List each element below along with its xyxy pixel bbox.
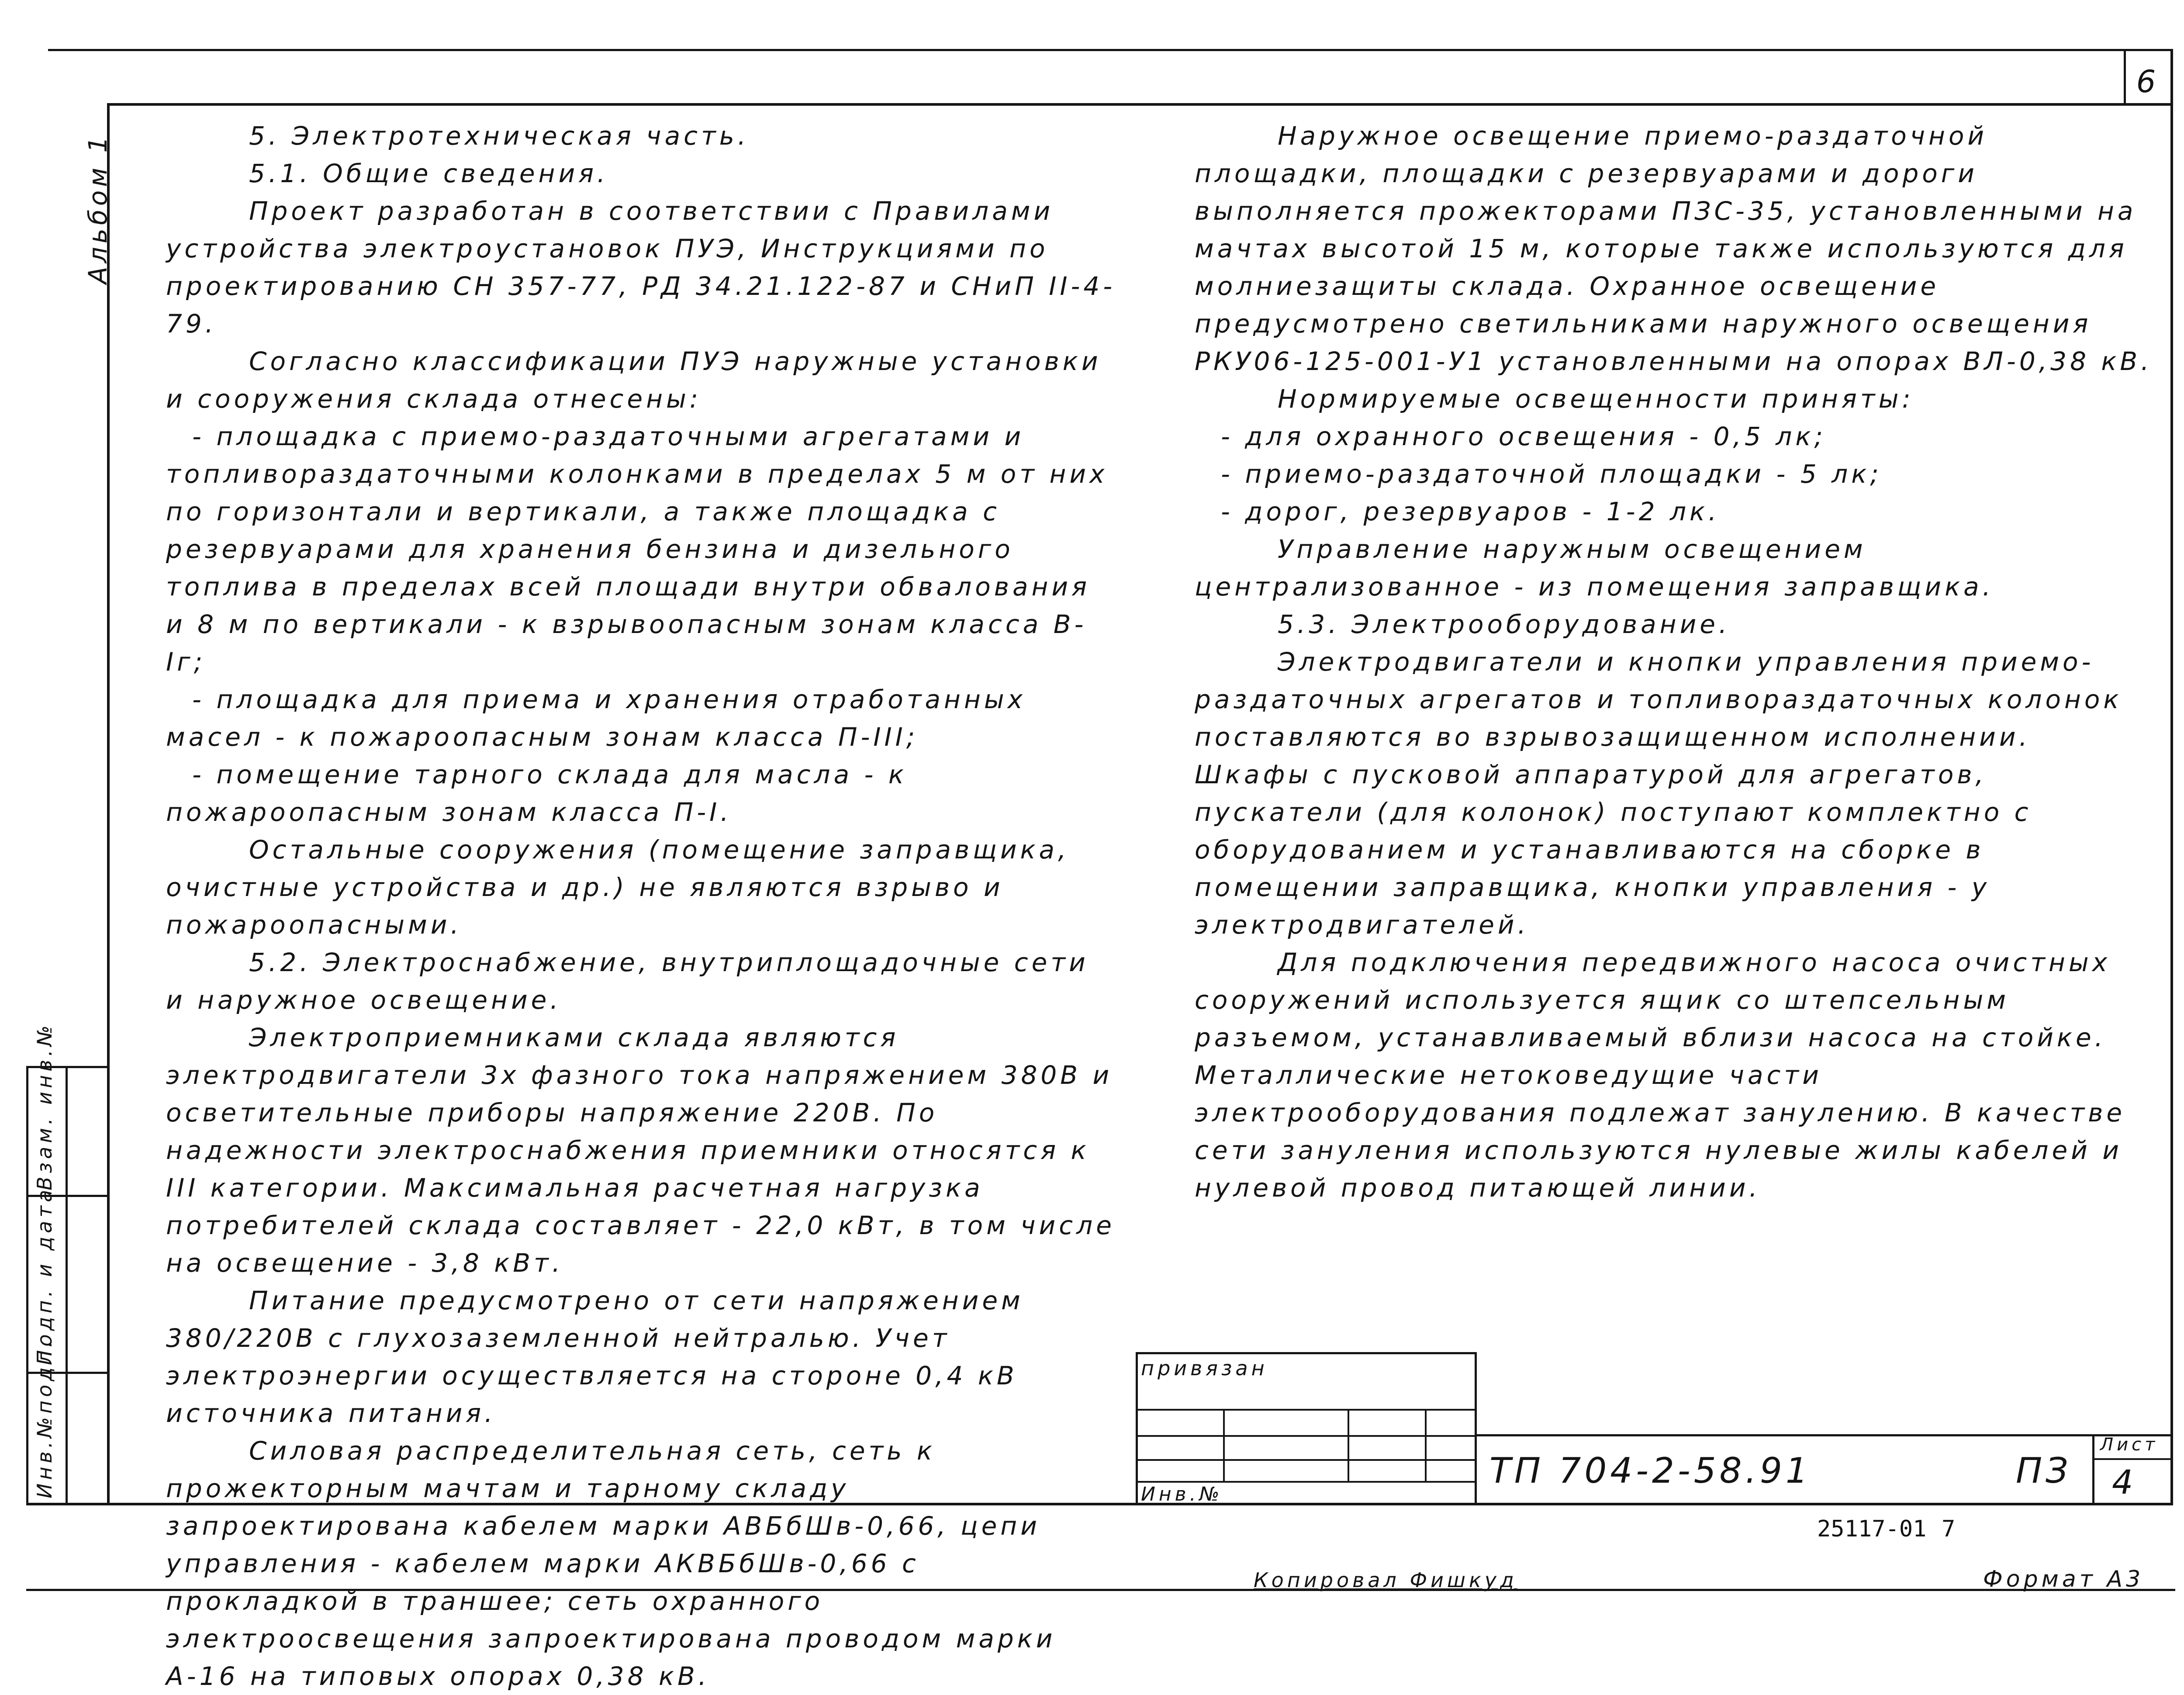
paper-format: Формат А3 — [1983, 1566, 2144, 1592]
list-item: - площадка с приемо-раздаточными агрегатами и топливораздаточными колонками в пределах 5 м от них по горизонтали и вертикали, а также площадка с резервуарами для хранения бензина и дизельного топлива в пределах всей площади внутри обвалования и 8 м по вертикали - к взрывоопасным зонам класса В-Iг; — [166, 422, 1108, 677]
list-item: - помещение тарного склада для масла - к пожароопасным зонам класса П-I. — [166, 760, 907, 827]
top-trim-line — [48, 49, 2171, 51]
frame-left — [107, 103, 110, 1505]
list-item: - площадка для приема и хранения отработанных масел - к пожароопасным зонам класса П-III; — [166, 685, 1026, 752]
paragraph: Электроприемниками склада являются электродвигатели 3х фазного тока напряжением 380В и осветительные приборы напряжение 220В. По надежности электроснабжения приемники относятся к III категории. Максимальная расчетная нагрузка потребителей склада составляет - 22,0 кВт, в том числе на освещение - 3,8 кВт. — [166, 1023, 1115, 1278]
paragraph: Питание предусмотрено от сети напряжением 380/220В с глухозаземленной нейтралью. Учет электроэнергии осуществляется на стороне 0,4 кВ источника питания. — [166, 1286, 1024, 1428]
privyazan-label: привязан — [1141, 1356, 1268, 1380]
list-item: - дорог, резервуаров - 1-2 лк. — [1221, 497, 1720, 526]
section-code: ПЗ — [2016, 1450, 2072, 1491]
inv-no-label: Инв.№ — [1141, 1483, 1223, 1505]
paragraph: Нормируемые освещенности приняты: — [1278, 384, 1914, 414]
tb-col-2 — [1348, 1409, 1349, 1482]
tb-col-1 — [1223, 1409, 1225, 1482]
section-heading-5-1: 5.1. Общие сведения. — [249, 159, 609, 188]
archive-number: 25117-01 — [1817, 1516, 1927, 1542]
list-item: - для охранного освещения - 0,5 лк; — [1221, 422, 1826, 451]
paragraph: Проект разработан в соответствии с Правилами устройства электроустановок ПУЭ, Инструкциями по проектированию СН 357-77, РД 34.21.122-87 и СНиП II-4-79. — [166, 196, 1116, 339]
frame-right — [2170, 49, 2173, 1505]
tb-sheet-mid — [2092, 1458, 2173, 1460]
archive-sheet: 7 — [1942, 1516, 1956, 1542]
text-column-left — [166, 117, 1118, 1695]
tb-top — [1136, 1352, 1476, 1354]
section-heading-5: 5. Электротехническая часть. — [249, 121, 750, 151]
paragraph: Согласно классификации ПУЭ наружные установки и сооружения склада отнесены: — [166, 346, 1102, 414]
tb-sheet-left — [2092, 1434, 2094, 1504]
tb-code-top — [1475, 1434, 2173, 1436]
tb-col-3 — [1425, 1409, 1427, 1482]
paragraph: Остальные сооружения (помещение заправщика, очистные устройства и др.) не являются взрыво и пожароопасными. — [166, 835, 1070, 940]
sheet-number: 4 — [2112, 1463, 2137, 1501]
sheet-label: Лист — [2100, 1435, 2159, 1455]
document-code: ТП 704-2-58.91 — [1489, 1450, 1811, 1491]
paragraph: Электродвигатели и кнопки управления приемо-раздаточных агрегатов и топливораздаточных колонок поставляются во взрывозащищенном исполнении. Шкафы с пусковой аппаратурой для агрегатов, пускатели (для колонок) поступают комплектно с оборудованием и устанавливаются на сборке в помещении заправщика, кнопки управления - у электродвигателей. — [1195, 647, 2122, 940]
stamp-label-inv-podl: Инв.№подл. — [33, 1337, 56, 1498]
paragraph: Наружное освещение приемо-раздаточной площадки, площадки с резервуарами и дороги выполняется прожекторами ПЗС-35, установленными на мачтах высотой 15 м, которые также используются для молниезащиты склада. Охранное освещение предусмотрено светильниками наружного освещения РКУ06-125-001-У1 установленными на опорах ВЛ-0,38 кВ. — [1195, 121, 2153, 376]
list-item: - приемо-раздаточной площадки - 5 лк; — [1221, 459, 1882, 489]
page-number: 6 — [2136, 64, 2160, 100]
text-column-right — [1195, 117, 2156, 1207]
copied-by: Копировал Фишкуд — [1254, 1568, 1517, 1592]
album-label: Альбом 1 — [83, 133, 113, 284]
frame-top — [107, 103, 2173, 106]
paragraph: Силовая распределительная сеть, сеть к прожекторным мачтам и тарному складу запроектирована кабелем марки АВБбШв-0,66, цепи управления - кабелем марки АКВБбШв-0,66 с прокладкой в траншее; сеть охранного электроосвещения запроектирована проводом марки А-16 на типовых опорах 0,38 кВ. — [166, 1436, 1056, 1691]
stamp-strip-inner — [66, 1066, 68, 1505]
stamp-label-vzam-inv: Взам. инв.№ — [33, 1022, 56, 1190]
paragraph: Для подключения передвижного насоса очистных сооружений используется ящик со штепсельным разъемом, устанавливаемый вблизи насоса на стойке. Металлические нетоковедущие части электрооборудования подлежат занулению. В качестве сети зануления используются нулевые жилы кабелей и нулевой провод питающей линии. — [1195, 948, 2126, 1203]
section-heading-5-2: 5.2. Электроснабжение, внутриплощадочные сети и наружное освещение. — [166, 948, 1089, 1015]
stamp-strip-outer — [26, 1066, 28, 1505]
section-heading-5-3: 5.3. Электрооборудование. — [1278, 609, 1731, 639]
stamp-label-podp-data: Подп. и дата — [33, 1186, 56, 1365]
paragraph: Управление наружным освещением централизованное - из помещения заправщика. — [1195, 534, 1994, 602]
